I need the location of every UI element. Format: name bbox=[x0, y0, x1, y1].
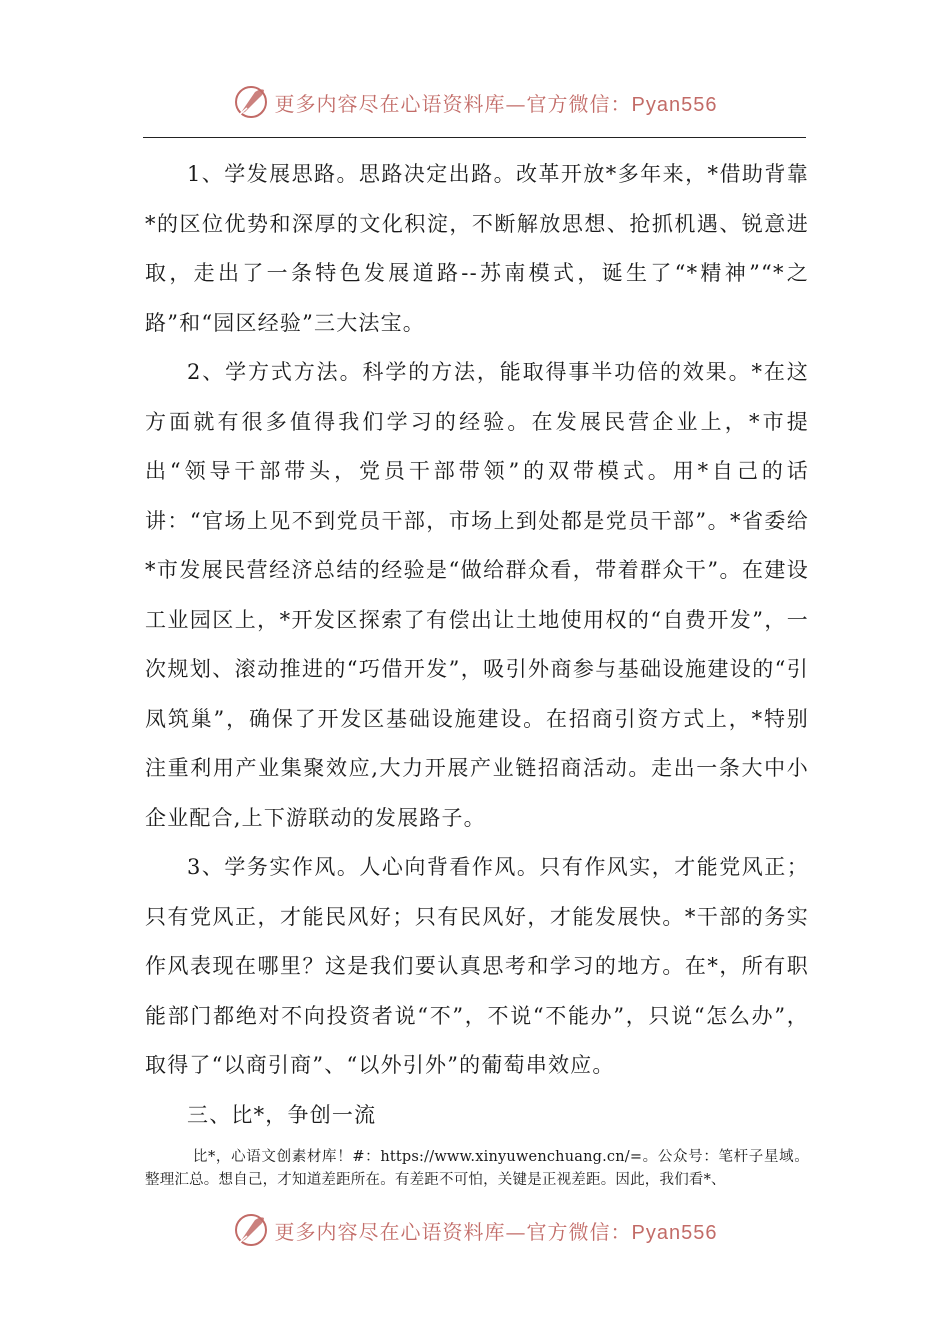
header-banner-text bbox=[275, 88, 718, 117]
footer-banner bbox=[0, 1210, 950, 1250]
small-paragraph: 比*，心语文创素材库！#：https://www.xinyuwenchuang.cn/=。公众号：笔杆子星域。整理汇总。想自己，才知道差距所在。有差距不可怕，关键是正视差距。因此，我们看*、 bbox=[145, 1149, 809, 1188]
quill-logo-icon bbox=[233, 1212, 269, 1248]
paragraph-3: 3、学务实作风。人心向背看作风。只有作风实，才能党风正；只有党风正，才能民风好；只有民风好，才能发展快。*干部的务实作风表现在哪里？这是我们要认真思考和学习的地方。在*，所有职能部门都绝对不向投资者说“不”，不说“不能办”，只说“怎么办”，取得了“以商引商”、“以外引外”的葡萄串效应。 bbox=[145, 855, 809, 1077]
quill-logo-icon bbox=[233, 84, 269, 120]
paragraph-1: 1、学发展思路。思路决定出路。改革开放*多年来，*借助背靠*的区位优势和深厚的文化积淀，不断解放思想、抢抓机遇、锐意进取，走出了一条特色发展道路--苏南模式，诞生了“*精神”“*之路”和“园区经验”三大法宝。 bbox=[145, 162, 809, 335]
document-body bbox=[145, 150, 809, 1191]
footer-banner-label: 更多内容尽在心语资料库—官方微信： bbox=[274, 1219, 632, 1244]
footer-banner-text bbox=[275, 1216, 718, 1245]
header-wechat-id: Pyan556 bbox=[631, 93, 718, 116]
footer-wechat-id: Pyan556 bbox=[631, 1221, 718, 1244]
section-heading: 三、比*，争创一流 bbox=[187, 1102, 377, 1127]
paragraph-2: 2、学方式方法。科学的方法，能取得事半功倍的效果。*在这方面就有很多值得我们学习的经验。在发展民营企业上，*市提出“领导干部带头，党员干部带领”的双带模式。用*自己的话讲：“官场上见不到党员干部，市场上到处都是党员干部”。*省委给*市发展民营经济总结的经验是“做给群众看，带着群众干”。在建设工业园区上，*开发区探索了有偿出让土地使用权的“自费开发”，一次规划、滚动推进的“巧借开发”，吸引外商参与基础设施建设的“引凤筑巢”，确保了开发区基础设施建设。在招商引资方式上，*特别注重利用产业集聚效应,大力开展产业链招商活动。走出一条大中小企业配合,上下游联动的发展路子。 bbox=[145, 360, 809, 830]
header-divider bbox=[143, 137, 806, 138]
header-banner bbox=[0, 82, 950, 122]
header-banner-label: 更多内容尽在心语资料库—官方微信： bbox=[274, 91, 632, 116]
